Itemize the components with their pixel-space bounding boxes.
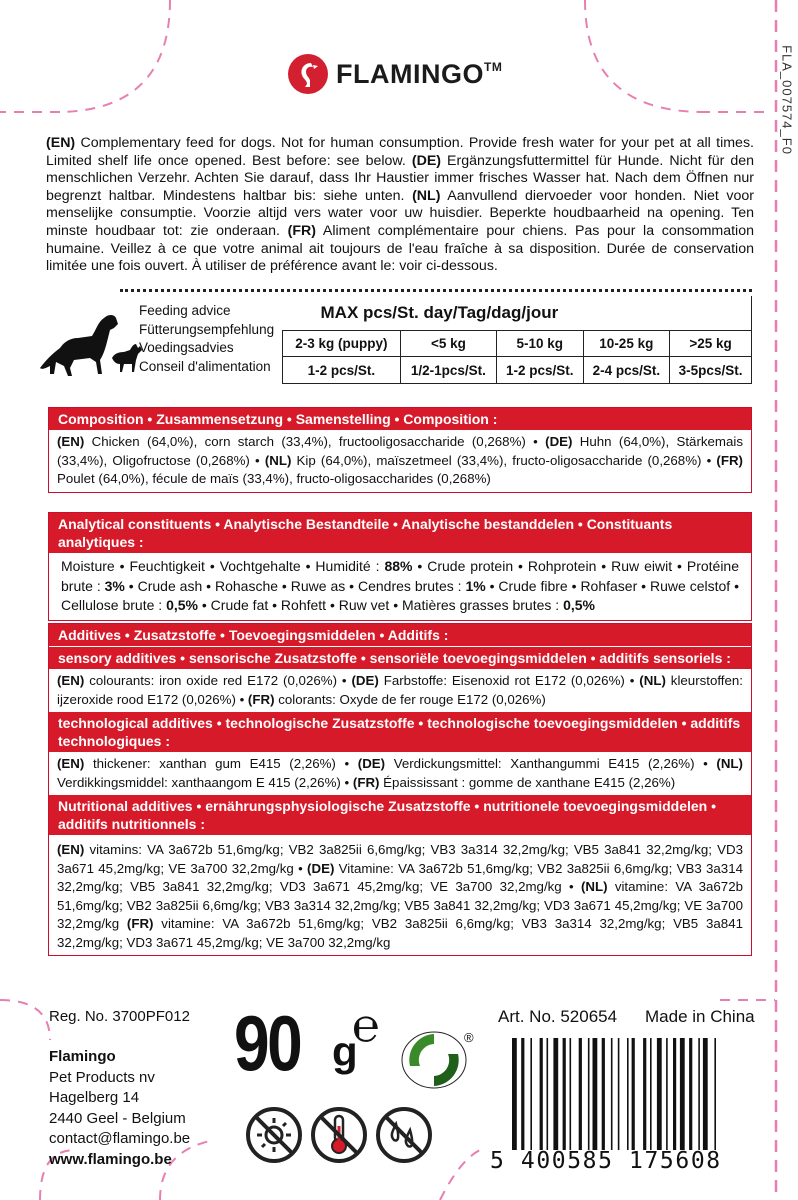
barcode-bar	[650, 1038, 652, 1150]
barcode-bar	[593, 1038, 598, 1150]
lang-tag-de: (DE)	[357, 756, 386, 771]
lang-tag-de: (DE)	[411, 152, 442, 169]
lang-tag-en: (EN)	[57, 434, 85, 449]
feeding-label-de: Fütterungsempfehlung	[139, 321, 275, 337]
lang-tag-de: (DE)	[351, 673, 379, 688]
tech-de: Verdickungsmittel: Xanthangummi E415 (2,26%) •	[385, 756, 717, 771]
no-heat-icon	[313, 1109, 365, 1161]
weight-cell: <5 kg	[400, 330, 496, 357]
lang-tag-nl: (NL)	[580, 879, 608, 894]
barcode-bar	[657, 1038, 662, 1150]
analytical-moisture-label: Moisture • Feuchtigkeit • Vochtgehalte • Humidité :	[61, 558, 385, 574]
country-of-origin: Made in China	[645, 1007, 755, 1026]
weight-cell: 10-25 kg	[583, 330, 670, 357]
nutri-de: Vitamine: VA 3a672b 51,6mg/kg; VB2 3a825ii 6,6mg/kg; VB3 3a314 32,2mg/kg; VB5 3a841 32,2mg/kg; VD3 3a671 45,2mg/kg; VE 3a700 32,2mg/kg •	[57, 860, 743, 894]
lang-tag-en: (EN)	[57, 756, 85, 771]
nutri-nl: vitamine: VA 3a672b 51,6mg/kg; VB2 3a825ii 6,6mg/kg; VB3 3a314 32,2mg/kg; VB5 3a841 32,2mg/kg; VD3 3a671 45,2mg/kg; VE 3a700 32,2mg/kg	[57, 879, 743, 931]
barcode-bar	[698, 1038, 700, 1150]
feeding-label-en: Feeding advice	[139, 303, 231, 318]
e-mark-icon: ℮	[352, 998, 380, 1052]
article-number: Art. No. 520654	[498, 1007, 618, 1026]
feeding-amount-row	[283, 357, 752, 384]
lang-tag-fr: (FR)	[287, 222, 317, 239]
lang-tag-nl: (NL)	[639, 673, 666, 688]
analytical-moisture-value: 88%	[384, 558, 413, 574]
no-sunlight-icon	[248, 1109, 300, 1161]
barcode-bar	[643, 1038, 646, 1150]
barcode-bar	[540, 1038, 543, 1150]
flamingo-logo-icon	[288, 54, 328, 94]
sensory-fr: colorants: Oxyde de fer rouge E172 (0,026%)	[274, 691, 546, 707]
composition-nl: Kip (64,0%), maïszetmeel (33,4%), fructo-oligosaccharide (0,268%) •	[291, 452, 717, 468]
contact-email: contact@flamingo.be	[49, 1130, 191, 1147]
feeding-advice-labels	[139, 302, 274, 376]
description-nl: Aanvullend diervoeder voor honden. Niet voor menselijke consumptie. Voorzie altijd vers water voor uw huisdier. Beperkte houdbaarheid na opening. Ten minste houdbaar tot: zie onderaan.	[46, 187, 755, 239]
lang-tag-fr: (FR)	[716, 452, 743, 468]
composition-fr: Poulet (64,0%), fécule de maïs (33,4%), fructo-oligosaccharides (0,268%)	[57, 471, 491, 486]
address-line: Hagelberg 14	[49, 1089, 140, 1106]
barcode-bar	[627, 1038, 629, 1150]
analytical-protein-value: 3%	[104, 577, 125, 594]
analytical-protein-label: • Crude protein • Rohprotein • Ruw eiwit • Protéine brute :	[61, 558, 739, 594]
weight-cell: >25 kg	[670, 330, 752, 357]
tech-nl: Verdikkingsmiddel: xanthaangom E 415 (2,26%) •	[57, 774, 353, 790]
lang-tag-de: (DE)	[545, 434, 573, 449]
composition-text	[49, 430, 751, 492]
feeding-header-row	[283, 296, 752, 330]
additives-title: Additives • Zusatzstoffe • Toevoegingsmiddelen • Additifs :	[49, 624, 751, 646]
barcode-bar	[703, 1038, 708, 1150]
analytical-fat-label: • Crude fat • Rohfett • Ruw vet • Matières grasses brutes :	[197, 597, 564, 613]
tech-fr: Épaississant : gomme de xanthane E415 (2,26%)	[379, 774, 676, 790]
barcode	[512, 1038, 750, 1150]
barcode-bar	[553, 1038, 558, 1150]
company-name: Flamingo	[49, 1048, 116, 1065]
dotted-divider	[120, 289, 752, 292]
feeding-weight-row	[283, 330, 752, 357]
barcode-bar	[588, 1038, 590, 1150]
description-de: Ergänzungsfuttermittel für Hunde. Nicht für den menschlichen Verzehr. Achten Sie darauf, dass Ihr Haustier immer frisches Wasser hat. Nach dem Öffnen nur begrenzt haltbar. Mindestens haltbar bis: siehe unten.	[46, 152, 755, 204]
barcode-digits: 5 400585 175608	[490, 1148, 722, 1174]
sensory-additives-text	[49, 669, 751, 712]
product-description	[46, 135, 754, 276]
lang-tag-nl: (NL)	[412, 187, 441, 204]
barcode-bar	[602, 1038, 605, 1150]
registered-mark: ®	[464, 1030, 474, 1045]
lang-tag-en: (EN)	[57, 673, 85, 688]
analytical-text	[49, 553, 751, 620]
weight-number: 90	[234, 999, 301, 1087]
amount-cell: 3-5pcs/St.	[670, 357, 752, 384]
additives-section	[48, 623, 752, 956]
feeding-label-nl: Voedingsadvies	[139, 340, 234, 355]
company-address	[49, 1047, 190, 1170]
green-dot-recycle-icon	[400, 1022, 480, 1090]
feeding-label-fr: Conseil d'alimentation	[139, 358, 271, 374]
side-print-code	[778, 40, 796, 160]
tech-en: thickener: xanthan gum E415 (2,26%) •	[84, 756, 358, 771]
analytical-fibre-label: • Crude fibre • Rohfaser • Ruwe celstof • Cellulose brute :	[61, 577, 739, 613]
barcode-bar	[579, 1038, 582, 1150]
lang-tag-de: (DE)	[307, 860, 335, 876]
lang-tag-nl: (NL)	[264, 452, 292, 468]
weight-unit: g	[332, 1028, 358, 1075]
barcode-bar	[611, 1038, 613, 1150]
brand-name: FLAMINGO™	[336, 58, 503, 89]
amount-cell: 1-2 pcs/St.	[283, 357, 401, 384]
lang-tag-en: (EN)	[46, 135, 76, 151]
barcode-bar	[632, 1038, 635, 1150]
no-moisture-icon	[378, 1109, 430, 1161]
analytical-fibre-value: 0,5%	[166, 597, 198, 613]
storage-pictograms	[244, 1104, 434, 1166]
analytical-section	[48, 512, 752, 621]
weight-cell: 5-10 kg	[496, 330, 583, 357]
weight-cell: 2-3 kg (puppy)	[283, 330, 401, 357]
analytical-ash-label: • Crude ash • Rohasche • Ruwe as • Cendres brutes :	[124, 577, 466, 594]
analytical-fat-value: 0,5%	[563, 597, 595, 613]
barcode-bar	[512, 1038, 517, 1150]
composition-de: Huhn (64,0%), Stärkemais (33,4%), Oligofructose (0,268%) •	[57, 434, 743, 468]
barcode-bar	[673, 1038, 676, 1150]
sensory-additives-title: sensory additives • sensorische Zusatzstoffe • sensoriële toevoegingsmiddelen • additifs sensoriels :	[49, 646, 751, 669]
composition-section	[48, 407, 752, 493]
amount-cell: 2-4 pcs/St.	[583, 357, 670, 384]
feeding-table	[282, 296, 752, 384]
composition-en: Chicken (64,0%), corn starch (33,4%), fructooligosaccharide (0,268%) •	[84, 434, 546, 449]
address-line: 2440 Geel - Belgium	[49, 1109, 186, 1127]
amount-cell: 1/2-1pcs/St.	[400, 357, 496, 384]
sensory-en: colourants: iron oxide red E172 (0,026%) •	[84, 673, 352, 688]
feeding-table-header: MAX pcs/St. day/Tag/dag/jour	[283, 296, 752, 330]
nutritional-additives-title: Nutritional additives • ernährungsphysiologische Zusatzstoffe • nutritionele toevoegingsmiddelen • additifs nutritionnels :	[49, 795, 751, 835]
website-link: www.flamingo.be	[49, 1150, 172, 1168]
barcode-bar	[521, 1038, 524, 1150]
nutri-fr: vitamine: VA 3a672b 51,6mg/kg; VB2 3a825ii 6,6mg/kg; VB3 3a314 32,2mg/kg; VB5 3a841 32,2mg/kg; VD3 3a671 45,2mg/kg; VE 3a700 32,2mg/kg	[57, 916, 743, 950]
net-weight	[234, 998, 394, 1087]
sensory-de: Farbstoffe: Eisenoxid rot E172 (0,026%) •	[378, 673, 640, 688]
barcode-bar	[530, 1038, 532, 1150]
dog-silhouette-icon	[34, 308, 146, 380]
barcode-bar	[666, 1038, 668, 1150]
lang-tag-fr: (FR)	[352, 774, 380, 790]
brand-logo	[288, 52, 502, 96]
lang-tag-fr: (FR)	[247, 691, 275, 707]
barcode-bar	[563, 1038, 566, 1150]
lang-tag-en: (EN)	[57, 842, 85, 857]
description-en: Complementary feed for dogs. Not for human consumption. Provide fresh water for your pet at all times. Limited shelf life once opened. Best before: see below.	[46, 135, 754, 169]
address-line: Pet Products nv	[49, 1068, 155, 1086]
barcode-bar	[680, 1038, 685, 1150]
technological-additives-text	[49, 752, 751, 795]
amount-cell: 1-2 pcs/St.	[496, 357, 583, 384]
barcode-bar	[570, 1038, 572, 1150]
barcode-bar	[547, 1038, 549, 1150]
barcode-bar	[618, 1038, 620, 1150]
nutri-en: vitamins: VA 3a672b 51,6mg/kg; VB2 3a825ii 6,6mg/kg; VB3 3a314 32,2mg/kg; VB5 3a841 32,2mg/kg; VD3 3a671 45,2mg/kg; VE 3a700 32,2mg/kg •	[57, 842, 743, 876]
sensory-nl: kleurstoffen: ijzeroxide rood E172 (0,026%) •	[57, 673, 743, 707]
barcode-bar	[714, 1038, 716, 1150]
technological-additives-title: technological additives • technologische Zusatzstoffe • technologische toevoegingsmiddelen • additifs technologiques :	[49, 712, 751, 752]
barcode-bar	[689, 1038, 692, 1150]
registration-number: Reg. No. 3700PF012	[49, 1008, 190, 1025]
lang-tag-nl: (NL)	[716, 756, 743, 771]
nutritional-additives-text	[49, 835, 751, 955]
description-fr: Aliment complémentaire pour chiens. Pas pour la consommation humaine. Veillez à ce que votre animal ait toujours de l'eau fraîche à sa disposition. Durée de conservation limitée une fois ouvert. À utiliser de préférence avant le: voir ci-dessous.	[46, 222, 754, 275]
composition-title: Composition • Zusammensetzung • Samenstelling • Composition :	[49, 408, 751, 430]
side-code-text: FLA_007574_F0	[779, 45, 795, 155]
lang-tag-fr: (FR)	[126, 916, 154, 931]
analytical-title: Analytical constituents • Analytische Bestandteile • Analytische bestanddelen • Constituants analytiques :	[49, 513, 751, 553]
analytical-ash-value: 1%	[465, 577, 486, 594]
